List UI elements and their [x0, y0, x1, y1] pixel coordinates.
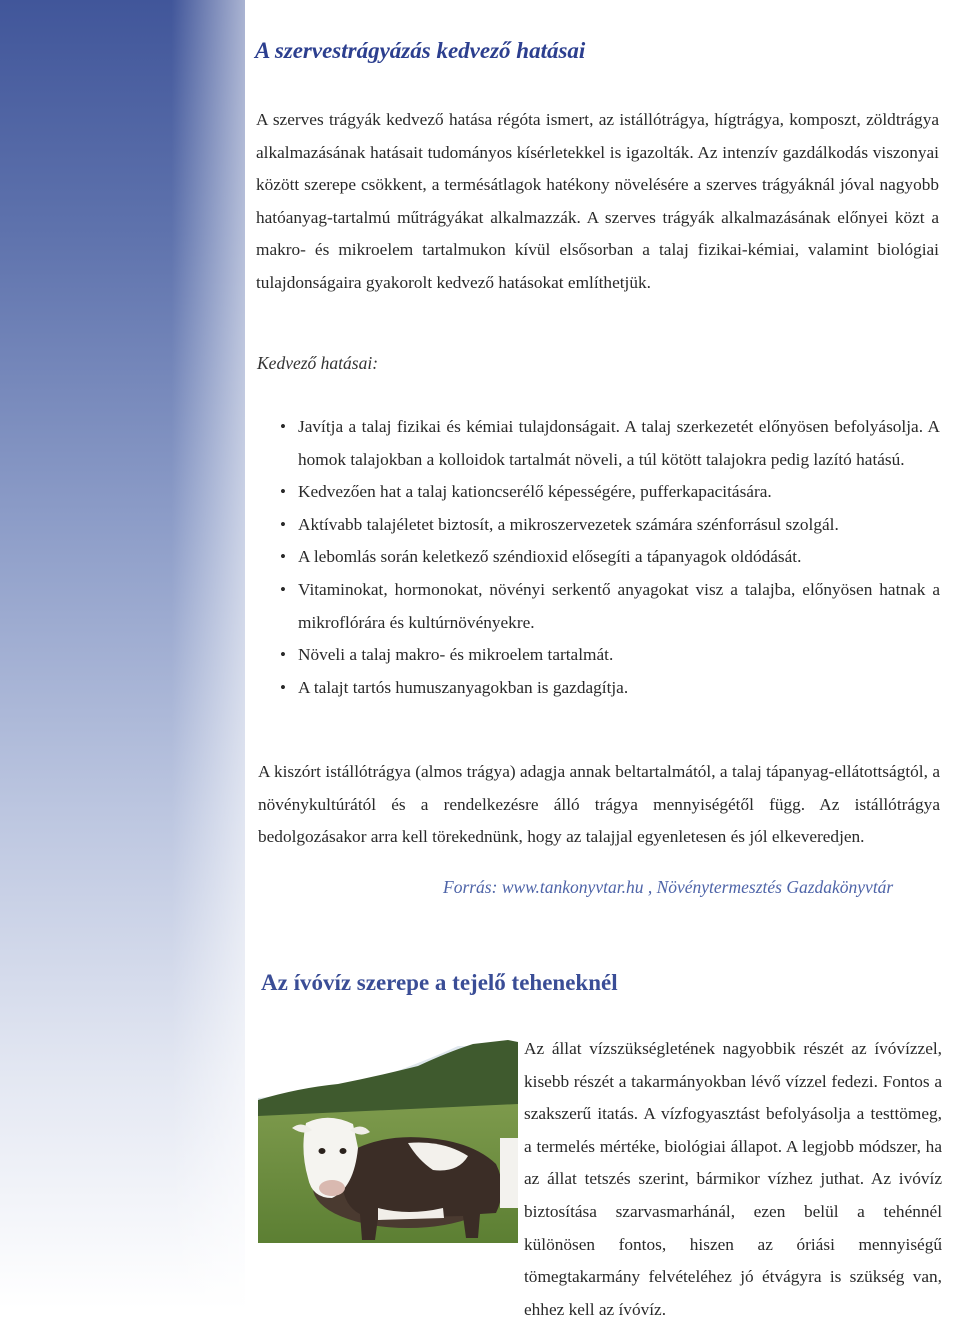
list-item	[274, 672, 940, 705]
list-item	[274, 574, 940, 639]
list-item	[274, 509, 940, 542]
list-item-text: Javítja a talaj fizikai és kémiai tulajdonságait. A talaj szerkezetét előnyösen befolyásolja. A homok talajokban a kolloidok tartalmát növeli, a túl kötött talajokra pedig lazító hatású.	[298, 417, 940, 469]
list-item-text: Aktívabb talajéletet biztosít, a mikroszervezetek számára szénforrásul szolgál.	[298, 514, 839, 534]
benefits-list	[274, 411, 940, 704]
section-title-drinking-water: Az ívóvíz szerepe a tejelő teheneknél	[261, 970, 618, 995]
list-item	[274, 411, 940, 476]
bullet-icon: •	[280, 579, 286, 599]
cow-photo	[258, 1038, 518, 1243]
closing-paragraph: A kiszórt istállótrágya (almos trágya) adagja annak beltartalmától, a talaj tápanyag-ellátottságtól, a növénykultúrától és a rendelkezésre álló trágya mennyiségétől függ. Az istállótrágya bedolgozásakor arra kell törekednünk, hogy az talajjal egyenletesen és jól elkeveredjen.	[258, 762, 940, 847]
list-item-text: Növeli a talaj makro- és mikroelem tartalmát.	[298, 645, 614, 665]
list-item	[274, 476, 940, 509]
list-item	[274, 639, 940, 672]
bullet-icon: •	[280, 645, 286, 665]
list-item	[274, 541, 940, 574]
benefits-heading: Kedvező hatásai:	[257, 353, 379, 373]
bullet-icon: •	[280, 677, 286, 697]
source-citation: Forrás: www.tankonyvtar.hu , Növénytermesztés Gazdakönyvtár	[443, 877, 894, 897]
bullet-icon: •	[280, 482, 286, 502]
bullet-icon: •	[280, 514, 286, 534]
cow-illustration	[258, 1038, 518, 1243]
bullet-icon: •	[280, 417, 286, 436]
drinking-water-paragraph: Az állat vízszükségletének nagyobbik részét az ívóvízzel, kisebb részét a takarmányokban lévő vízzel fedezi. Fontos a szakszerű itatás. A vízfogyasztást befolyásolja a testtömeg, a termelés mértéke, biológiai állapot. A legjobb módszer, ha az állat tetszés szerint, bármikor vízhez juthat. Az ivóvíz biztosítása szarvasmarhánál, ezen belül a tehénnél különösen fontos, hiszen az óriási mennyiségű tömegtakarmány felvételéhez jó étvágyra is szükség van, ehhez kell az ívóvíz.	[524, 1039, 942, 1319]
list-item-text: Vitaminokat, hormonokat, növényi serkentő anyagokat visz a talajba, előnyösen hatnak a mikroflórára és kultúrnövényekre.	[298, 579, 940, 632]
section-title-organic-fertilizing: A szervestrágyázás kedvező hatásai	[255, 38, 586, 63]
list-item-text: A talajt tartós humuszanyagokban is gazdagítja.	[298, 677, 629, 697]
intro-paragraph: A szerves trágyák kedvező hatása régóta ismert, az istállótrágya, hígtrágya, komposzt, zöldtrágya alkalmazásának hatásait tudományos kísérletekkel is igazolták. Az intenzív gazdálkodás viszonyai között szerepe csökkent, a termésátlagok hatékony növelésére a szerves trágyáknál jóval nagyobb hatóanyag-tartalmú műtrágyákat alkalmazzák. A szerves trágyák alkalmazásának előnyei közt a makro- és mikroelem tartalmukon kívül elsősorban a talaj fizikai-kémiai, valamint biológiai tulajdonságaira gyakorolt kedvező hatásokat említhetjük.	[256, 110, 939, 292]
list-item-text: A lebomlás során keletkező széndioxid elősegíti a tápanyagok oldódását.	[298, 547, 802, 567]
bullet-icon: •	[280, 547, 286, 567]
list-item-text: Kedvezően hat a talaj kationcserélő képességére, pufferkapacitására.	[298, 482, 772, 502]
